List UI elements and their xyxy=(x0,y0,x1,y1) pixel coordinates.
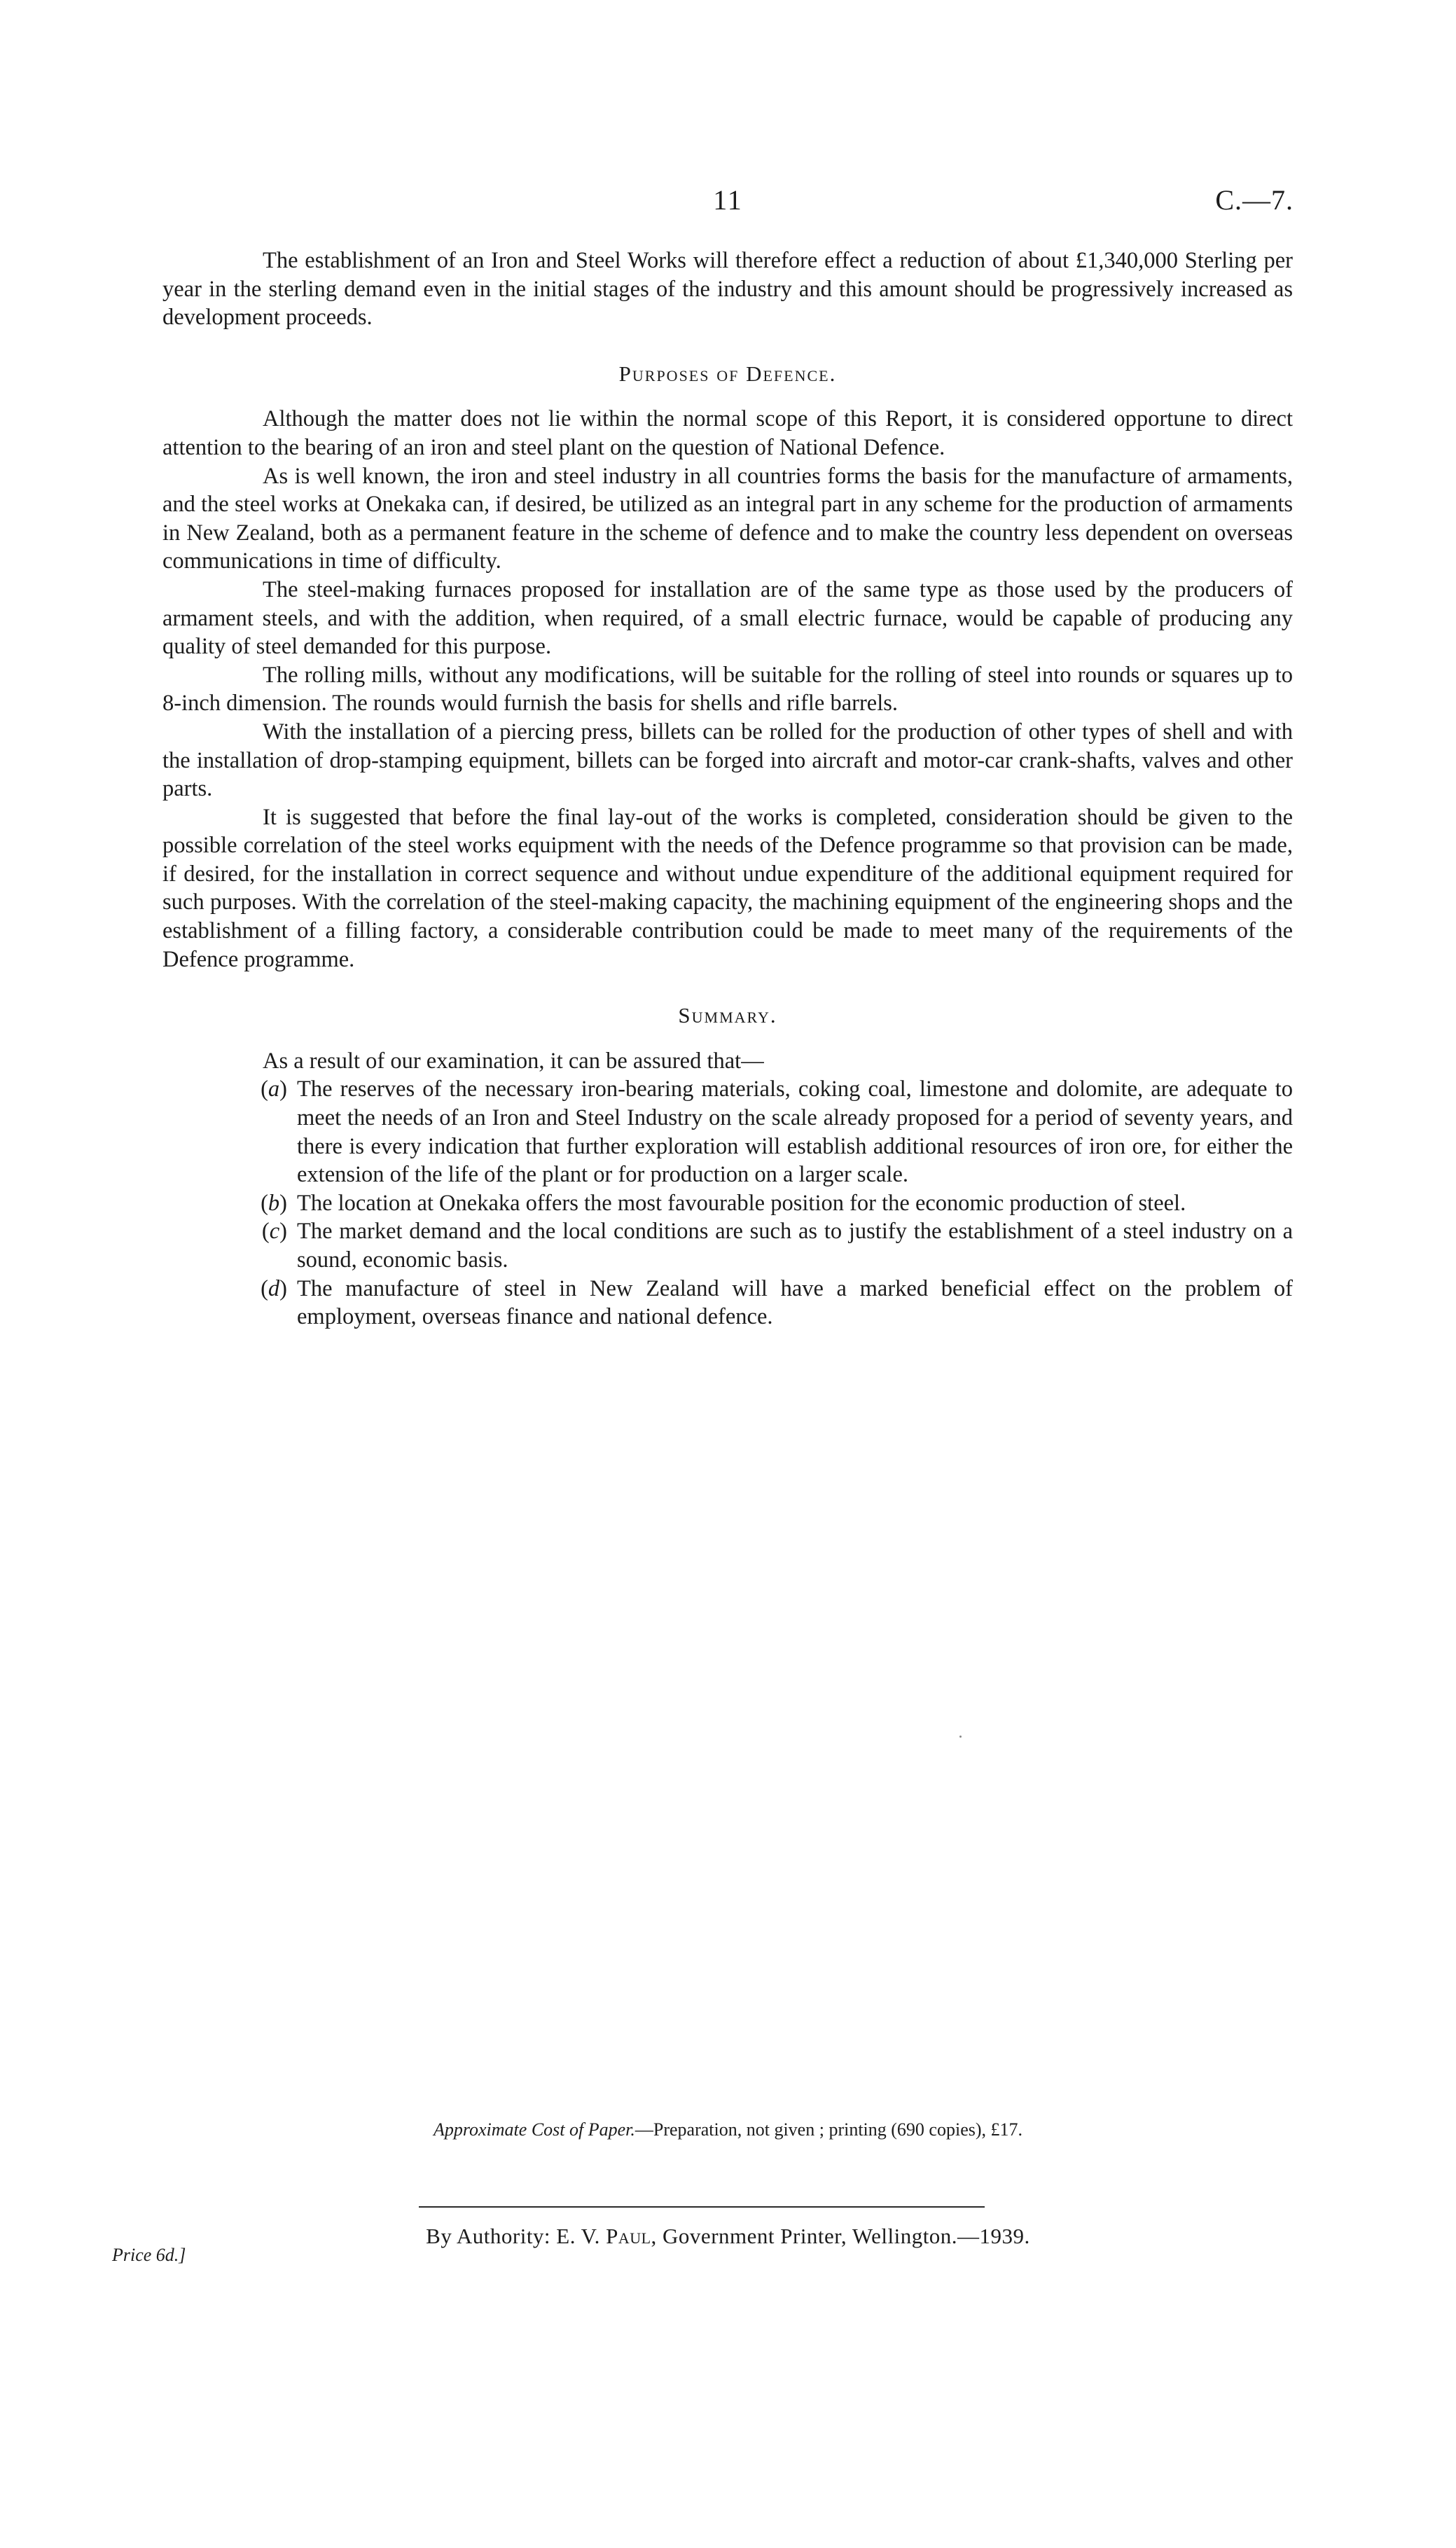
cost-text: —Preparation, not given ; printing (690 copies), £17. xyxy=(635,2119,1023,2140)
summary-item-a xyxy=(210,1075,1293,1189)
summary-item-text: The location at Onekaka offers the most favourable position for the economic production of steel. xyxy=(297,1190,1186,1216)
summary-item-d xyxy=(210,1275,1293,1331)
paragraph-defence-6: It is suggested that before the final lay-out of the works is completed, consideration should be given to the possible correlation of the steel works equipment with the needs of the Defence programme so that provision can be made, if desired, for the installation in correct sequence and without undue expenditure of the additional equipment required for such purposes. With the correlation of the steel-making capacity, the machining equipment of the engineering shops and the establishment of a filling factory, a considerable contribution could be made to meet many of the requirements of the Defence programme. xyxy=(162,804,1293,972)
summary-item-text: The manufacture of steel in New Zealand will have a marked beneficial effect on the problem of employment, overseas finance and national defence. xyxy=(297,1275,1293,1330)
summary-item-text: The market demand and the local conditions are such as to justify the establishment of a steel industry on a sound, economic basis. xyxy=(297,1219,1293,1273)
document-reference: C.—7. xyxy=(1215,184,1294,216)
print-speck xyxy=(959,1736,962,1738)
summary-intro: As a result of our examination, it can be assured that— xyxy=(263,1048,764,1074)
printer-name: Paul xyxy=(606,2224,651,2248)
paragraph-defence-2: As is well known, the iron and steel industry in all countries forms the basis for the manufacture of armaments, and the steel works at Onekaka can, if desired, be utilized as an integral part in any scheme for the production of armaments in New Zealand, both as a permanent feature in the scheme of defence and to make the country less dependent on overseas communications in time of difficulty. xyxy=(162,463,1293,574)
paragraph-defence-4: The rolling mills, without any modifications, will be suitable for the rolling of steel into rounds or squares up to 8-inch dimension. The rounds would furnish the basis for shells and rifle barrels. xyxy=(162,662,1293,716)
summary-list xyxy=(162,1075,1293,1331)
heading-purposes-of-defence: Purposes of Defence. xyxy=(618,361,837,386)
paragraph-defence-1: Although the matter does not lie within the normal scope of this Report, it is considered opportune to direct attention to the bearing of an iron and steel plant on the question of National Defence. xyxy=(162,406,1293,460)
summary-marker: (c) xyxy=(261,1219,287,1245)
price-note: Price 6d.] xyxy=(112,2245,186,2265)
paragraph-sterling-reduction: The establishment of an Iron and Steel Works will therefore effect a reduction of about £1,340,000 Sterling per year in the sterling demand even in the initial stages of the industry and this amount should be progressively increased as development proceeds. xyxy=(162,248,1293,331)
page-number: 11 xyxy=(713,184,743,216)
printer-authority-line xyxy=(0,2224,1456,2249)
paragraph-defence-5: With the installation of a piercing press, billets can be rolled for the production of other types of shell and with the installation of drop-stamping equipment, billets can be forged into aircraft and motor-car crank-shafts, valves and other parts. xyxy=(162,719,1293,802)
heading-summary: Summary. xyxy=(678,1003,777,1028)
summary-marker: (a) xyxy=(261,1076,287,1102)
footer-rule xyxy=(419,2206,985,2208)
summary-marker: (b) xyxy=(261,1190,287,1216)
summary-marker: (d) xyxy=(261,1275,287,1301)
paragraph-defence-3: The steel-making furnaces proposed for installation are of the same type as those used by the producers of armament steels, and with the addition, when required, of a small electric furnace, would be capable of producing any quality of steel demanded for this purpose. xyxy=(162,576,1293,660)
report-body xyxy=(162,247,1293,1331)
authority-prefix: By Authority: E. V. xyxy=(426,2224,600,2248)
summary-item-text: The reserves of the necessary iron-bearing materials, coking coal, limestone and dolomite, are adequate to meet the needs of an Iron and Steel Industry on the scale already proposed for a period of seventy years, and there is every indication that further exploration will establish additional resources of iron ore, for either the extension of the life of the plant or for production on a larger scale. xyxy=(297,1076,1293,1188)
summary-item-c xyxy=(210,1217,1293,1274)
cost-label: Approximate Cost of Paper. xyxy=(433,2119,635,2140)
summary-item-b xyxy=(210,1189,1293,1218)
cost-of-paper-line xyxy=(0,2119,1456,2140)
authority-suffix: , Government Printer, Wellington.—1939. xyxy=(651,2224,1030,2248)
